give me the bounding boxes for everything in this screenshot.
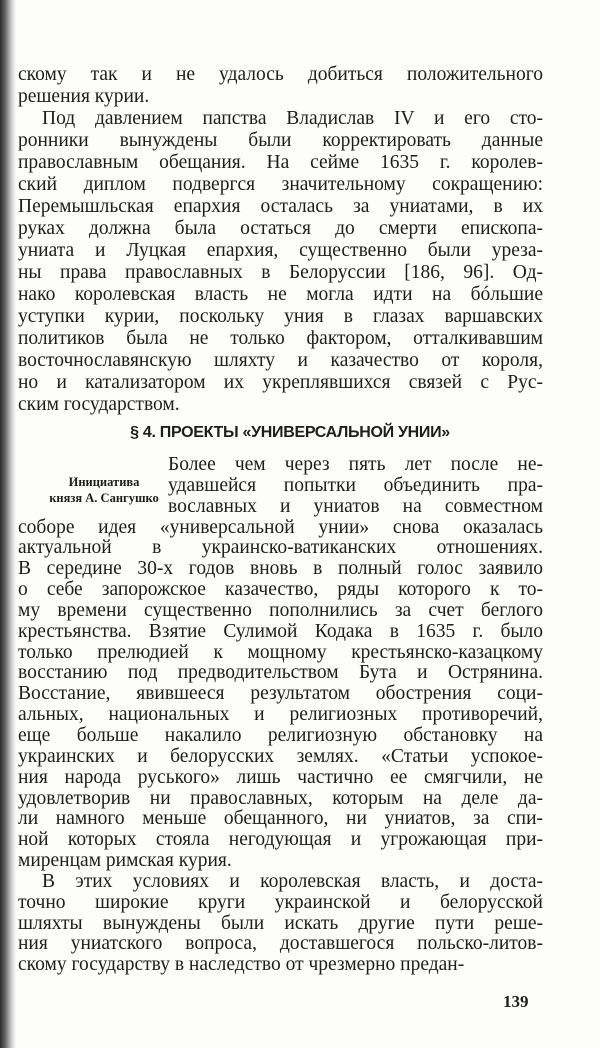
text-line: ронники вынуждены были корректировать данные bbox=[18, 130, 543, 151]
text-line: нако королевская власть не могла идти на бóльшие bbox=[18, 284, 543, 305]
text-line: вославных и униатов на совместном bbox=[168, 496, 543, 517]
text-line: о себе запорожское казачество, ряды которого к то- bbox=[18, 580, 543, 601]
text-line: Под давлением папства Владислав IV и его сто- bbox=[42, 108, 543, 129]
text-line: миренцам римская курия. bbox=[18, 851, 232, 872]
text-line: уступки курии, поскольку уния в глазах варшавских bbox=[18, 306, 543, 327]
text-line: точно широкие круги украинской и белорусской bbox=[18, 892, 543, 913]
text-line: только прелюдией к мощному крестьянско-казацкому bbox=[18, 642, 543, 663]
section-heading: § 4. ПРОЕКТЫ «УНИВЕРСАЛЬНОЙ УНИИ» bbox=[130, 424, 450, 441]
text-line: ния униатского вопроса, доставшегося польско-литов- bbox=[18, 934, 543, 955]
text-line: но и катализатором их укреплявшихся связей с Рус- bbox=[18, 372, 543, 393]
text-line: руках должна была остаться до смерти епископа- bbox=[18, 218, 543, 239]
text-line: В этих условиях и королевская власть, и доста- bbox=[42, 871, 543, 892]
text-line: ский диплом подвергся значительному сокращению: bbox=[18, 174, 543, 195]
text-line: униата и Луцкая епархия, существенно были уреза- bbox=[18, 240, 543, 261]
margin-note-line: Инициатива bbox=[68, 475, 140, 489]
text-line: Перемышльская епархия осталась за униатами, в их bbox=[18, 196, 543, 217]
text-line: восточнославянскую шляхту и казачество от короля, bbox=[18, 350, 543, 371]
text-line: актуальной в украинско-ватиканских отношениях. bbox=[18, 538, 543, 559]
text-line: ния народа руського» лишь частично ее смягчили, не bbox=[18, 767, 543, 788]
text-line: восстанию под предводительством Бута и Острянина. bbox=[18, 663, 543, 684]
text-line: еще больше накалило религиозную обстановку на bbox=[18, 725, 543, 746]
text-line: шляхты вынуждены были искать другие пути реше- bbox=[18, 913, 543, 934]
text-line: удовлетворив ни православных, которым на деле да- bbox=[18, 788, 543, 809]
text-line: му времени существенно пополнились за счет беглого bbox=[18, 600, 543, 621]
paragraph-block-main bbox=[18, 455, 543, 976]
text-line: ной которых стояла негодующая и угрожающая при- bbox=[18, 830, 543, 851]
text-line: ли намного меньше обещанного, ни униатов, за спи- bbox=[18, 809, 543, 830]
text-line: крестьянства. Взятие Сулимой Кодака в 1635 г. было bbox=[18, 621, 543, 642]
text-line: решения курии. bbox=[18, 86, 150, 107]
text-line: ны права православных в Белоруссии [186, 96]. Од- bbox=[18, 262, 543, 283]
text-line: альных, национальных и религиозных противоречий, bbox=[18, 705, 543, 726]
page-number: 139 bbox=[503, 992, 529, 1011]
paragraph-block-top bbox=[18, 64, 543, 416]
text-line: Более чем через пять лет после не- bbox=[168, 455, 543, 475]
margin-note-line: князя А. Сангушко bbox=[49, 491, 159, 505]
text-line: скому государству в наследство от чрезмерно предан- bbox=[18, 955, 465, 976]
text-line: удавшейся попытки объединить пра- bbox=[168, 475, 543, 496]
text-line: В середине 30-х годов вновь в полный голос заявило bbox=[18, 559, 543, 580]
text-line: скому так и не удалось добиться положительного bbox=[18, 64, 543, 85]
text-line: политиков была не только фактором, отталкивавшим bbox=[18, 328, 543, 349]
text-line: Восстание, явившееся результатом обострения соци- bbox=[18, 684, 543, 705]
text-line: ским государством. bbox=[18, 394, 180, 415]
book-binding-shadow bbox=[0, 0, 16, 1048]
text-line: соборе идея «универсальной унии» снова оказалась bbox=[18, 517, 543, 538]
text-line: православным обещания. На сейме 1635 г. королев- bbox=[18, 152, 543, 173]
text-line: украинских и белорусских землях. «Статьи успокое- bbox=[18, 746, 543, 767]
